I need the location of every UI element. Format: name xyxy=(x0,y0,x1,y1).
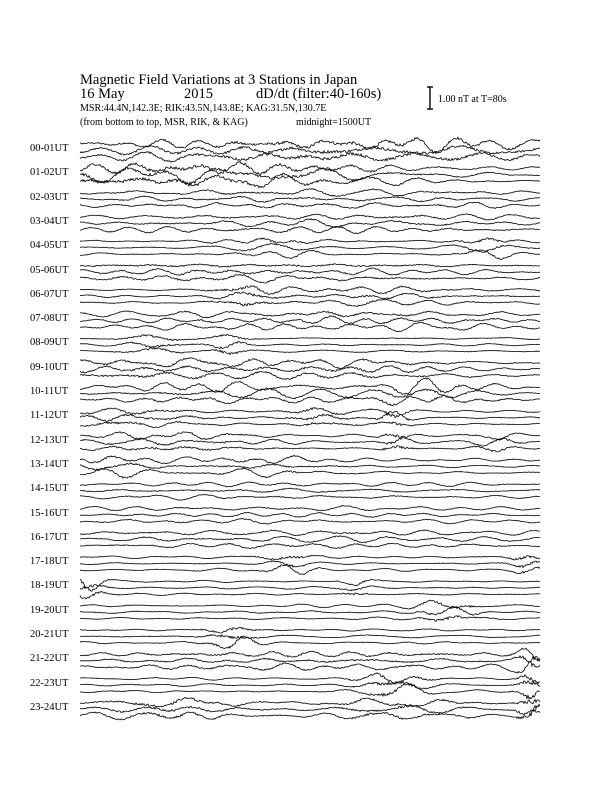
station-trace xyxy=(80,585,540,591)
hour-row-traces xyxy=(80,137,540,162)
trace-order-note: (from bottom to top, MSR, RIK, & KAG) xyxy=(80,117,248,128)
hour-label: 15-16UT xyxy=(30,507,69,519)
station-trace xyxy=(80,463,540,470)
chart-date: 16 May xyxy=(80,86,125,102)
chart-year: 2015 xyxy=(184,86,213,102)
station-trace xyxy=(80,673,540,684)
station-trace xyxy=(80,494,540,500)
hour-label: 11-12UT xyxy=(30,410,69,422)
hour-row-traces xyxy=(80,238,540,260)
hour-label: 02-03UT xyxy=(30,191,69,203)
hour-label: 13-14UT xyxy=(30,458,69,470)
station-trace xyxy=(80,196,540,202)
station-trace xyxy=(80,536,540,543)
hour-label: 03-04UT xyxy=(30,215,69,227)
station-trace xyxy=(80,219,540,228)
station-trace xyxy=(80,214,540,220)
hour-label: 19-20UT xyxy=(30,604,69,616)
hour-label: 05-06UT xyxy=(30,264,69,276)
station-trace xyxy=(80,579,540,591)
station-trace xyxy=(80,226,540,233)
hour-row-traces xyxy=(80,311,540,332)
hour-row-traces xyxy=(80,579,540,599)
station-trace xyxy=(80,656,540,668)
station-trace xyxy=(80,189,540,197)
station-trace xyxy=(80,627,540,633)
hour-row-traces xyxy=(80,214,540,234)
hour-label: 21-22UT xyxy=(30,653,69,665)
midnight-note: midnight=1500UT xyxy=(296,117,372,128)
hour-row-traces xyxy=(80,482,540,500)
station-trace xyxy=(80,268,540,275)
hour-row-traces xyxy=(80,432,540,452)
chart-title: Magnetic Field Variations at 3 Stations in Japan xyxy=(80,72,358,88)
station-trace xyxy=(80,202,540,208)
hour-row-traces xyxy=(80,506,540,524)
hour-label: 04-05UT xyxy=(30,240,69,252)
station-trace xyxy=(80,635,540,639)
hour-row-traces xyxy=(80,648,540,673)
station-trace xyxy=(80,697,540,707)
station-trace xyxy=(80,347,540,354)
hour-label: 01-02UT xyxy=(30,167,69,179)
station-trace xyxy=(80,519,540,525)
station-trace xyxy=(80,616,540,622)
hour-label: 00-01UT xyxy=(30,143,69,154)
hour-row-traces xyxy=(80,286,540,307)
station-trace xyxy=(80,299,540,306)
station-trace xyxy=(80,411,540,421)
station-trace xyxy=(80,636,540,648)
hour-row-traces xyxy=(80,378,540,406)
scale-bar-label: 1.00 nT at T=80s xyxy=(438,94,507,105)
station-trace xyxy=(80,322,540,331)
station-trace xyxy=(80,243,540,252)
station-trace xyxy=(80,292,540,299)
station-trace xyxy=(80,656,540,673)
station-trace xyxy=(80,395,540,406)
hour-label: 09-10UT xyxy=(30,361,69,373)
station-trace xyxy=(80,648,540,661)
station-trace xyxy=(80,530,540,536)
station-trace xyxy=(80,250,540,260)
station-trace xyxy=(80,488,540,492)
hour-label: 20-21UT xyxy=(30,629,69,640)
hour-label: 14-15UT xyxy=(30,483,69,495)
station-trace xyxy=(80,543,540,548)
hour-row-traces xyxy=(80,455,540,478)
hour-label: 12-13UT xyxy=(30,434,69,446)
hour-label: 10-11UT xyxy=(30,386,69,397)
station-trace xyxy=(80,371,540,379)
hour-label: 23-24UT xyxy=(30,701,69,713)
station-trace xyxy=(80,565,540,575)
station-trace xyxy=(80,316,540,324)
scale-bar xyxy=(427,87,433,109)
station-trace xyxy=(80,513,540,518)
station-trace xyxy=(80,286,540,295)
station-trace xyxy=(80,606,540,615)
hour-row-traces xyxy=(80,189,540,209)
station-trace xyxy=(80,275,540,284)
hour-row-traces xyxy=(80,530,540,549)
station-trace xyxy=(80,334,540,340)
station-trace xyxy=(80,311,540,318)
hour-label: 07-08UT xyxy=(30,313,69,325)
station-trace xyxy=(80,561,540,568)
hour-row-traces xyxy=(80,334,540,354)
station-trace xyxy=(80,600,540,609)
station-trace xyxy=(80,238,540,244)
station-trace xyxy=(80,555,540,560)
station-trace xyxy=(80,264,540,267)
station-trace xyxy=(80,152,540,163)
hour-label: 18-19UT xyxy=(30,580,69,592)
hour-row-traces xyxy=(80,673,540,699)
station-trace xyxy=(80,446,540,452)
hour-row-traces xyxy=(80,627,540,648)
station-coordinates: MSR:44.4N,142.3E; RIK:43.5N,143.8E; KAG:31.5N,130.7E xyxy=(80,103,327,114)
station-trace xyxy=(80,422,540,428)
hour-row-traces xyxy=(80,264,540,283)
station-trace xyxy=(80,342,540,349)
hour-label: 06-07UT xyxy=(30,288,69,300)
hour-row-traces xyxy=(80,697,540,720)
station-trace xyxy=(80,432,540,440)
station-trace xyxy=(80,681,540,689)
station-trace xyxy=(80,366,540,373)
station-trace xyxy=(80,592,540,599)
station-trace xyxy=(80,437,540,446)
station-trace xyxy=(80,482,540,487)
hour-label: 22-23UT xyxy=(30,677,69,689)
hour-row-traces xyxy=(80,358,540,380)
chart-quantity: dD/dt (filter:40-160s) xyxy=(256,86,382,102)
hour-label: 16-17UT xyxy=(30,531,69,543)
hour-label: 08-09UT xyxy=(30,337,69,349)
hour-row-traces xyxy=(80,555,540,574)
station-trace xyxy=(80,468,540,478)
hour-row-traces xyxy=(80,408,540,428)
station-trace xyxy=(80,506,540,511)
station-trace xyxy=(80,408,540,418)
hour-row-traces xyxy=(80,162,540,188)
station-trace xyxy=(80,455,540,463)
station-trace xyxy=(80,710,540,720)
hour-label: 17-18UT xyxy=(30,556,69,568)
hour-row-traces xyxy=(80,600,540,621)
